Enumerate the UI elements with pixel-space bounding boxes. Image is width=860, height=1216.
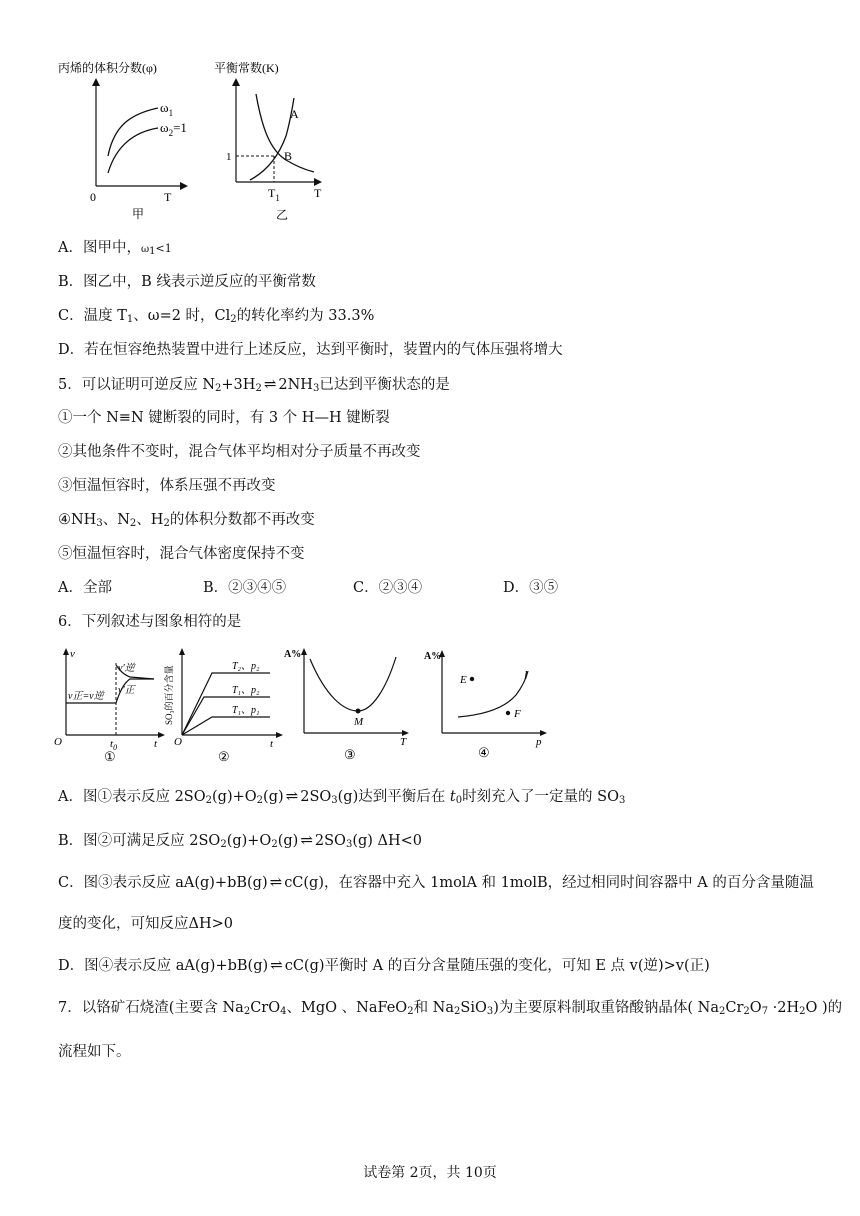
q5-option-a: A．全部 xyxy=(58,580,112,596)
yi-y-arrow xyxy=(232,78,240,86)
equilibrium-arrow-icon: ⇌ xyxy=(270,956,283,974)
fig3-caption: ③ xyxy=(344,747,356,762)
q5-statement-2: ②其他条件不变时，混合气体平均相对分子质量不再改变 xyxy=(58,444,421,460)
fig2-origin: O xyxy=(174,736,182,748)
fig4-xlabel: p xyxy=(536,736,542,748)
figure-jia xyxy=(50,58,200,223)
equilibrium-arrow-icon: ⇌ xyxy=(269,873,283,891)
q5-statement-5: ⑤恒温恒容时，混合气体密度保持不变 xyxy=(58,546,305,562)
fig4-caption: ④ xyxy=(478,745,490,760)
q4-option-b: B．图乙中，B 线表示逆反应的平衡常数 xyxy=(58,274,316,290)
q5-statement-3: ③恒温恒容时，体系压强不再改变 xyxy=(58,478,276,494)
q5-stem: 5．可以证明可逆反应 $N_2+3H_2$ ⇌ $2NH_3$已达到平衡状态的是 xyxy=(58,375,450,394)
yi-label-a: A xyxy=(290,107,299,121)
q6-figure-1 xyxy=(50,645,170,765)
fig4-f-label: F xyxy=(514,708,521,720)
fig3-y-arrow xyxy=(301,648,307,655)
q5-option-d: D．③⑤ xyxy=(503,580,559,596)
jia-caption: 甲 xyxy=(132,207,145,221)
yi-ylabel: 平衡常数(K) xyxy=(214,61,279,75)
jia-x-arrow xyxy=(180,182,188,190)
jia-curve2-label: $\omega_2=1$ xyxy=(160,120,187,138)
q7-stem-line2: 流程如下。 xyxy=(58,1044,131,1060)
fig1-eq-label: v正=v逆 xyxy=(68,691,104,702)
yi-x-arrow xyxy=(314,178,322,186)
fig1-ylabel: v xyxy=(70,648,75,660)
q5-statement-1: ①一个 N≡N 键断裂的同时，有 3 个 H—H 键断裂 xyxy=(58,410,390,426)
fig4-l-label: l xyxy=(524,668,528,682)
yi-tick-y: 1 xyxy=(226,151,232,163)
page-footer: 试卷第 2页，共 10页 xyxy=(363,1165,497,1181)
q7-stem-line1: 7．以铬矿石烧渣(主要含 $Na_2CrO_4$、MgO 、NaFeO$_2$和 $Na_2SiO_3$)为主要原料制取重铬酸钠晶体( $Na_2Cr_2O_7 \cdot 2H_2O$ )的 xyxy=(58,1000,843,1017)
jia-xlabel: T xyxy=(164,190,172,204)
fig1-vfwd-label: v′正 xyxy=(118,685,135,696)
fig3-ylabel: A% xyxy=(284,649,302,660)
figure-yi xyxy=(210,58,340,228)
q5-option-c: C．②③④ xyxy=(353,580,423,596)
fig4-point-f xyxy=(506,711,510,715)
fig2-label-1: T₂、p₂ xyxy=(232,661,260,672)
fig4-point-e xyxy=(470,677,474,681)
q6-figure-3 xyxy=(282,645,412,765)
fig2-caption: ② xyxy=(218,749,230,764)
fig2-y-arrow xyxy=(179,648,185,655)
q4-option-c: C．温度 $T_1$、ω=2 时，$Cl_2$的转化率约为 33.3% xyxy=(58,308,375,325)
fig4-ylabel: A% xyxy=(424,651,442,662)
equilibrium-arrow-icon: ⇌ xyxy=(285,787,299,805)
fig3-curve xyxy=(310,657,396,711)
jia-curve-1 xyxy=(108,108,158,156)
fig2-line-2 xyxy=(182,697,270,735)
fig2-line-1 xyxy=(182,673,270,735)
yi-caption: 乙 xyxy=(276,208,289,222)
q6-option-c-line2: 度的变化，可知反应ΔH>0 xyxy=(58,916,233,932)
equilibrium-arrow-icon: ⇌ xyxy=(263,375,277,393)
jia-ylabel: 丙烯的体积分数(φ) xyxy=(58,61,157,75)
yi-xlabel: T xyxy=(314,186,322,200)
jia-origin: 0 xyxy=(90,190,96,204)
q6-option-b: B．图②可满足反应 $2SO_2(g)+O_2(g)$ ⇌ $2SO_3(g)$ ΔH<0 xyxy=(58,831,423,850)
equilibrium-arrow-icon: ⇌ xyxy=(300,831,313,849)
fig1-caption: ① xyxy=(104,749,116,764)
q4-option-d: D．若在恒容绝热装置中进行上述反应，达到平衡时，装置内的气体压强将增大 xyxy=(58,342,563,358)
q4-option-a: A．图甲中，$\omega_1<1$ xyxy=(58,240,172,257)
fig3-xlabel: T xyxy=(400,736,407,748)
yi-label-b: B xyxy=(284,149,293,163)
fig2-ylabel: SO₃的百分含量 xyxy=(164,665,174,725)
q5-option-b: B．②③④⑤ xyxy=(203,580,287,596)
yi-tick-x: $T_1$ xyxy=(268,186,280,203)
q6-figure-2 xyxy=(160,645,285,767)
jia-y-arrow xyxy=(92,78,100,86)
fig1-t0: $t_0$ xyxy=(110,738,118,752)
fig1-vrev-label: v′逆 xyxy=(118,663,135,674)
fig3-point-m xyxy=(356,709,361,714)
fig1-xlabel: t xyxy=(154,738,158,750)
q6-option-d: D．图④表示反应 aA(g)+bB(g) ⇌ cC(g)平衡时 A 的百分含量随压强的变化，可知 E 点 v(逆)>v(正) xyxy=(58,956,710,974)
fig3-m-label: M xyxy=(354,716,364,728)
fig2-xlabel: t xyxy=(270,738,274,750)
fig2-label-2: T₁、p₂ xyxy=(232,685,260,696)
q6-stem: 6．下列叙述与图象相符的是 xyxy=(58,614,242,630)
yi-curve-a xyxy=(250,98,294,180)
q6-option-a: A．图①表示反应 $2SO_2(g)+O_2(g)$ ⇌ $2SO_3(g)$达到平衡后在 $t_0$时刻充入了一定量的 $SO_3$ xyxy=(58,787,626,806)
q5-statement-4: $④NH_3$、$N_2$、$H_2$的体积分数都不再改变 xyxy=(58,512,315,529)
fig1-origin: O xyxy=(54,736,62,748)
fig4-e-label: E xyxy=(460,674,467,686)
fig1-y-arrow xyxy=(63,648,69,655)
jia-curve1-label: $\omega_1$ xyxy=(160,100,174,118)
fig2-label-3: T₁、p₁ xyxy=(232,705,260,716)
q6-option-c-line1: C．图③表示反应 aA(g)+bB(g) ⇌ cC(g)，在容器中充入 1molA 和 1molB，经过相同时间容器中 A 的百分含量随温 xyxy=(58,873,814,891)
fig2-line-3 xyxy=(182,717,270,735)
q6-figure-4 xyxy=(422,645,552,765)
